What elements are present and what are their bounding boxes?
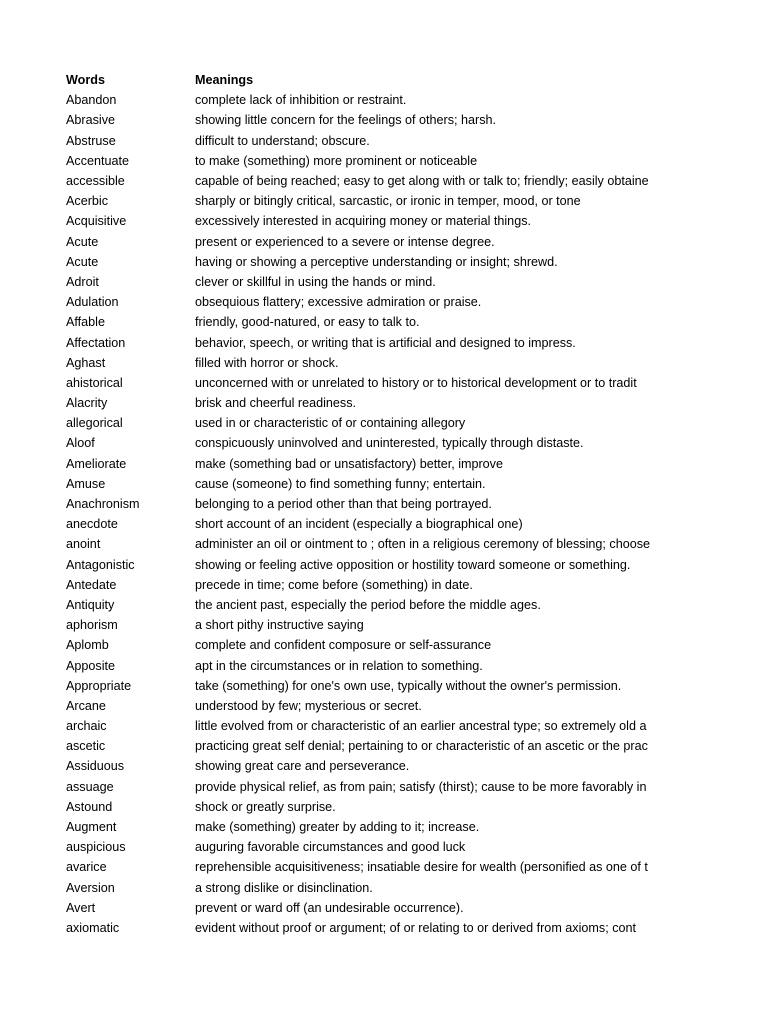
meaning-cell: friendly, good-natured, or easy to talk to. bbox=[195, 315, 420, 330]
meaning-cell: apt in the circumstances or in relation to something. bbox=[195, 658, 483, 673]
meaning-cell: precede in time; come before (something) in date. bbox=[195, 577, 473, 592]
word-cell: Acerbic bbox=[66, 194, 108, 209]
meaning-cell: showing or feeling active opposition or hostility toward someone or something. bbox=[195, 557, 631, 572]
table-row bbox=[66, 797, 690, 817]
table-row bbox=[66, 312, 690, 332]
meaning-cell: complete and confident composure or self-assurance bbox=[195, 638, 492, 653]
table-row bbox=[66, 474, 690, 494]
word-cell: ahistorical bbox=[66, 375, 123, 390]
table-row bbox=[66, 353, 690, 373]
meaning-cell: prevent or ward off (an undesirable occurrence). bbox=[195, 900, 464, 915]
table-row bbox=[66, 211, 690, 231]
table-row bbox=[66, 534, 690, 554]
meaning-cell: cause (someone) to find something funny; entertain. bbox=[195, 476, 486, 491]
table-row bbox=[66, 676, 690, 696]
word-cell: Aloof bbox=[66, 436, 95, 451]
word-cell: anecdote bbox=[66, 517, 118, 532]
word-cell: Avert bbox=[66, 900, 96, 915]
word-cell: Appropriate bbox=[66, 678, 132, 693]
meanings-column-header: Meanings bbox=[195, 73, 254, 88]
meaning-cell: capable of being reached; easy to get along with or talk to; friendly; easily obtaine bbox=[195, 174, 649, 189]
word-cell: Aplomb bbox=[66, 638, 109, 653]
meaning-cell: a short pithy instructive saying bbox=[195, 618, 364, 633]
word-cell: Acute bbox=[66, 234, 99, 249]
words-column-header: Words bbox=[66, 73, 105, 88]
meaning-cell: unconcerned with or unrelated to history or to historical development or to tradit bbox=[195, 375, 637, 390]
word-cell: Acute bbox=[66, 254, 99, 269]
table-row bbox=[66, 232, 690, 252]
meaning-cell: having or showing a perceptive understanding or insight; shrewd. bbox=[195, 254, 558, 269]
table-row bbox=[66, 494, 690, 514]
meaning-cell: difficult to understand; obscure. bbox=[195, 133, 370, 148]
table-row bbox=[66, 191, 690, 211]
table-row bbox=[66, 655, 690, 675]
table-row bbox=[66, 736, 690, 756]
meaning-cell: present or experienced to a severe or intense degree. bbox=[195, 234, 495, 249]
table-row bbox=[66, 433, 690, 453]
word-cell: Apposite bbox=[66, 658, 116, 673]
meaning-cell: obsequious flattery; excessive admiration or praise. bbox=[195, 295, 482, 310]
table-row bbox=[66, 151, 690, 171]
word-cell: accessible bbox=[66, 174, 125, 189]
meaning-cell: belonging to a period other than that being portrayed. bbox=[195, 497, 492, 512]
word-cell: Affectation bbox=[66, 335, 126, 350]
meaning-cell: sharply or bitingly critical, sarcastic, or ironic in temper, mood, or tone bbox=[195, 194, 581, 209]
word-cell: ascetic bbox=[66, 739, 106, 754]
word-cell: Adulation bbox=[66, 295, 119, 310]
word-cell: Assiduous bbox=[66, 759, 125, 774]
word-cell: assuage bbox=[66, 779, 114, 794]
meaning-cell: administer an oil or ointment to ; often in a religious ceremony of blessing; choose bbox=[195, 537, 651, 552]
table-row bbox=[66, 514, 690, 534]
table-row bbox=[66, 635, 690, 655]
table-row bbox=[66, 413, 690, 433]
meaning-cell: shock or greatly surprise. bbox=[195, 799, 336, 814]
table-row bbox=[66, 756, 690, 776]
table-row bbox=[66, 555, 690, 575]
meaning-cell: used in or characteristic of or containing allegory bbox=[195, 416, 466, 431]
word-cell: Abstruse bbox=[66, 133, 116, 148]
table-header-row bbox=[66, 70, 690, 90]
table-row bbox=[66, 272, 690, 292]
table-row bbox=[66, 878, 690, 898]
meaning-cell: little evolved from or characteristic of an earlier ancestral type; so extremely old a bbox=[195, 719, 647, 734]
meaning-cell: filled with horror or shock. bbox=[195, 355, 339, 370]
word-cell: archaic bbox=[66, 719, 107, 734]
meaning-cell: understood by few; mysterious or secret. bbox=[195, 698, 422, 713]
meaning-cell: short account of an incident (especially a biographical one) bbox=[195, 517, 523, 532]
word-cell: axiomatic bbox=[66, 920, 120, 935]
word-cell: Acquisitive bbox=[66, 214, 127, 229]
table-row bbox=[66, 595, 690, 615]
word-cell: Alacrity bbox=[66, 396, 108, 411]
meaning-cell: make (something) greater by adding to it; increase. bbox=[195, 820, 480, 835]
word-cell: avarice bbox=[66, 860, 107, 875]
table-row bbox=[66, 696, 690, 716]
table-row bbox=[66, 857, 690, 877]
meaning-cell: complete lack of inhibition or restraint. bbox=[195, 93, 407, 108]
meaning-cell: showing great care and perseverance. bbox=[195, 759, 410, 774]
meaning-cell: showing little concern for the feelings of others; harsh. bbox=[195, 113, 497, 128]
table-row bbox=[66, 373, 690, 393]
table-row bbox=[66, 898, 690, 918]
table-row bbox=[66, 777, 690, 797]
table-row bbox=[66, 716, 690, 736]
table-row bbox=[66, 292, 690, 312]
word-cell: Affable bbox=[66, 315, 105, 330]
word-cell: Adroit bbox=[66, 274, 99, 289]
meaning-cell: excessively interested in acquiring money or material things. bbox=[195, 214, 531, 229]
table-row bbox=[66, 575, 690, 595]
word-cell: Antagonistic bbox=[66, 557, 135, 572]
table-row bbox=[66, 393, 690, 413]
meaning-cell: clever or skillful in using the hands or mind. bbox=[195, 274, 436, 289]
table-row bbox=[66, 918, 690, 938]
word-cell: allegorical bbox=[66, 416, 123, 431]
table-row bbox=[66, 837, 690, 857]
word-cell: Amuse bbox=[66, 476, 106, 491]
word-cell: Ameliorate bbox=[66, 456, 127, 471]
table-row bbox=[66, 332, 690, 352]
meaning-cell: brisk and cheerful readiness. bbox=[195, 396, 357, 411]
table-row bbox=[66, 454, 690, 474]
word-cell: Aghast bbox=[66, 355, 106, 370]
word-cell: Abandon bbox=[66, 93, 117, 108]
meaning-cell: provide physical relief, as from pain; satisfy (thirst); cause to be more favorably in bbox=[195, 779, 647, 794]
word-cell: aphorism bbox=[66, 618, 118, 633]
table-row bbox=[66, 110, 690, 130]
meaning-cell: take (something) for one's own use, typically without the owner's permission. bbox=[195, 678, 622, 693]
word-cell: Augment bbox=[66, 820, 117, 835]
meaning-cell: practicing great self denial; pertaining to or characteristic of an ascetic or the prac bbox=[195, 739, 648, 754]
table-row bbox=[66, 252, 690, 272]
meaning-cell: auguring favorable circumstances and good luck bbox=[195, 840, 466, 855]
meaning-cell: a strong dislike or disinclination. bbox=[195, 880, 373, 895]
word-cell: Astound bbox=[66, 799, 113, 814]
meaning-cell: evident without proof or argument; of or relating to or derived from axioms; cont bbox=[195, 920, 636, 935]
meaning-cell: make (something bad or unsatisfactory) better, improve bbox=[195, 456, 503, 471]
table-row bbox=[66, 90, 690, 110]
word-cell: auspicious bbox=[66, 840, 126, 855]
meaning-cell: reprehensible acquisitiveness; insatiable desire for wealth (personified as one of t bbox=[195, 860, 648, 875]
table-row bbox=[66, 817, 690, 837]
word-cell: Abrasive bbox=[66, 113, 115, 128]
table-row bbox=[66, 615, 690, 635]
word-cell: Antedate bbox=[66, 577, 117, 592]
table-row bbox=[66, 131, 690, 151]
word-cell: anoint bbox=[66, 537, 101, 552]
word-cell: Aversion bbox=[66, 880, 115, 895]
word-cell: Antiquity bbox=[66, 597, 115, 612]
word-cell: Anachronism bbox=[66, 497, 140, 512]
meaning-cell: the ancient past, especially the period before the middle ages. bbox=[195, 597, 541, 612]
word-cell: Accentuate bbox=[66, 153, 130, 168]
vocabulary-table bbox=[66, 70, 690, 938]
meaning-cell: behavior, speech, or writing that is artificial and designed to impress. bbox=[195, 335, 576, 350]
table-row bbox=[66, 171, 690, 191]
meaning-cell: to make (something) more prominent or noticeable bbox=[195, 153, 478, 168]
meaning-cell: conspicuously uninvolved and uninterested, typically through distaste. bbox=[195, 436, 584, 451]
word-cell: Arcane bbox=[66, 698, 106, 713]
table-body bbox=[66, 90, 690, 938]
